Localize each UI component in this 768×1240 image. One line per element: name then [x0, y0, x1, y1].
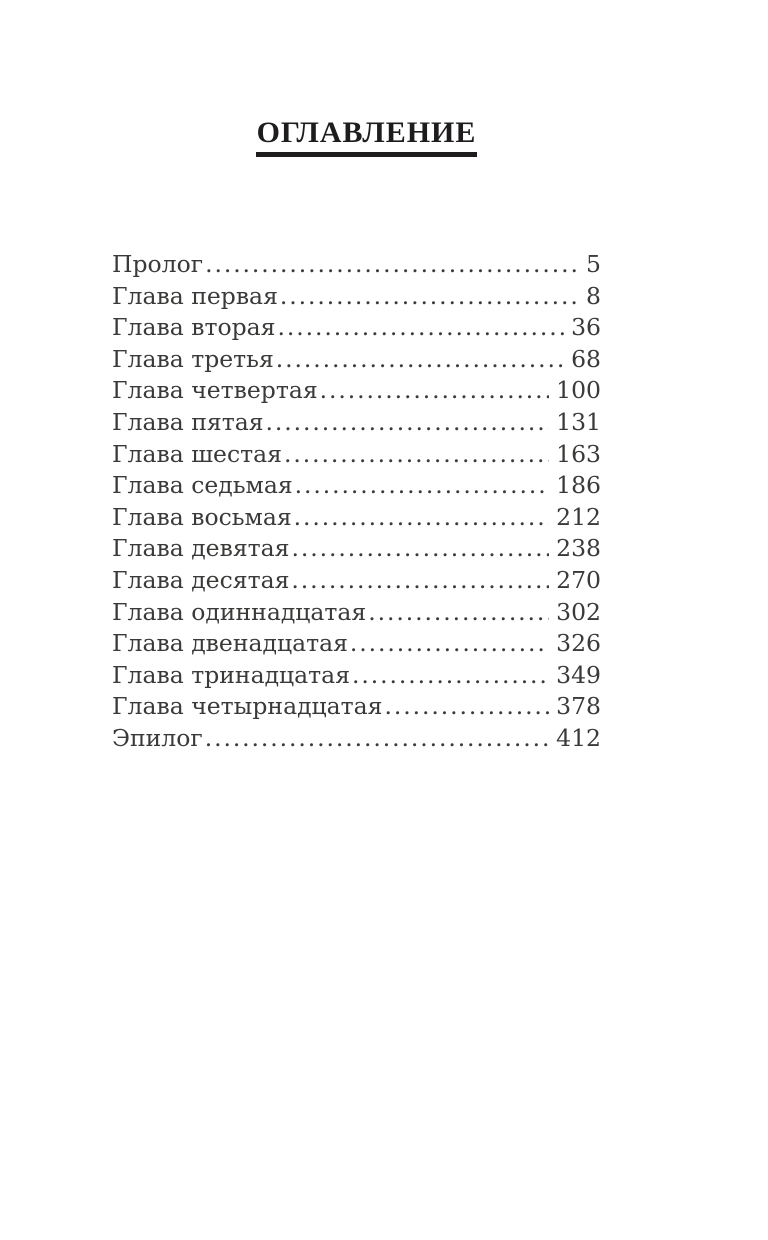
- toc-entry-page: 270: [556, 565, 601, 594]
- dot-leader: [368, 597, 549, 629]
- toc-entry: [112, 439, 601, 471]
- dot-leader: [295, 470, 549, 502]
- dot-leader: [205, 723, 549, 755]
- dot-leader: [291, 565, 549, 597]
- toc-entry-label: Глава одиннадцатая: [112, 597, 367, 626]
- toc-entry: [112, 502, 601, 534]
- dot-leader: [276, 344, 564, 376]
- toc-entry: [112, 597, 601, 629]
- toc-entry-page: 326: [556, 629, 601, 658]
- toc-entry-label: Глава десятая: [112, 565, 290, 594]
- toc-entry-label: Глава восьмая: [112, 502, 292, 531]
- toc-entry: [112, 344, 601, 376]
- toc-entry: [112, 723, 601, 755]
- dot-leader: [280, 281, 579, 313]
- toc-entry-page: 5: [586, 250, 601, 278]
- toc-entry: [112, 691, 601, 723]
- toc-entry-label: Глава двенадцатая: [112, 629, 348, 658]
- toc-entry-label: Глава пятая: [112, 407, 264, 436]
- toc-list: [112, 249, 601, 755]
- toc-entry-label: Глава седьмая: [112, 471, 293, 500]
- dot-leader: [291, 533, 549, 565]
- toc-entry: [112, 407, 601, 439]
- dot-leader: [205, 249, 579, 281]
- toc-entry-page: 8: [586, 281, 601, 310]
- toc-entry-label: Глава шестая: [112, 439, 282, 468]
- toc-entry: [112, 533, 601, 565]
- toc-entry-page: 163: [556, 439, 601, 468]
- toc-entry-label: Эпилог: [112, 723, 203, 752]
- toc-entry-page: 212: [556, 502, 601, 531]
- dot-leader: [266, 407, 550, 439]
- page-title: ОГЛАВЛЕНИЕ: [256, 116, 478, 157]
- toc-entry-page: 378: [556, 692, 601, 721]
- toc-entry-page: 131: [556, 407, 601, 436]
- toc-entry-label: Глава четырнадцатая: [112, 692, 383, 721]
- toc-entry-page: 100: [556, 376, 601, 405]
- toc-entry-label: Глава вторая: [112, 313, 276, 342]
- toc-entry-page: 349: [556, 660, 601, 689]
- toc-entry-label: Глава тринадцатая: [112, 660, 351, 689]
- dot-leader: [350, 628, 549, 660]
- toc-entry: [112, 628, 601, 660]
- toc-entry: [112, 375, 601, 407]
- toc-entry: [112, 312, 601, 344]
- dot-leader: [320, 375, 549, 407]
- toc-entry: [112, 660, 601, 692]
- dot-leader: [385, 691, 550, 723]
- toc-entry-page: 412: [556, 723, 601, 752]
- dot-leader: [294, 502, 549, 534]
- toc-entry-label: Глава третья: [112, 344, 274, 373]
- toc-entry-label: Глава девятая: [112, 534, 290, 563]
- toc-entry-page: 186: [556, 471, 601, 500]
- dot-leader: [284, 439, 549, 471]
- dot-leader: [277, 312, 564, 344]
- toc-entry-label: Глава четвертая: [112, 376, 318, 405]
- toc-entry-page: 68: [571, 344, 601, 373]
- toc-entry-label: Глава первая: [112, 281, 278, 310]
- dot-leader: [352, 660, 549, 692]
- toc-entry: [112, 249, 601, 281]
- toc-entry-page: 238: [556, 534, 601, 563]
- toc-entry: [112, 565, 601, 597]
- toc-entry-page: 36: [571, 313, 601, 342]
- toc-entry: [112, 281, 601, 313]
- toc-entry-label: Пролог: [112, 250, 204, 278]
- toc-entry-page: 302: [556, 597, 601, 626]
- toc-entry: [112, 470, 601, 502]
